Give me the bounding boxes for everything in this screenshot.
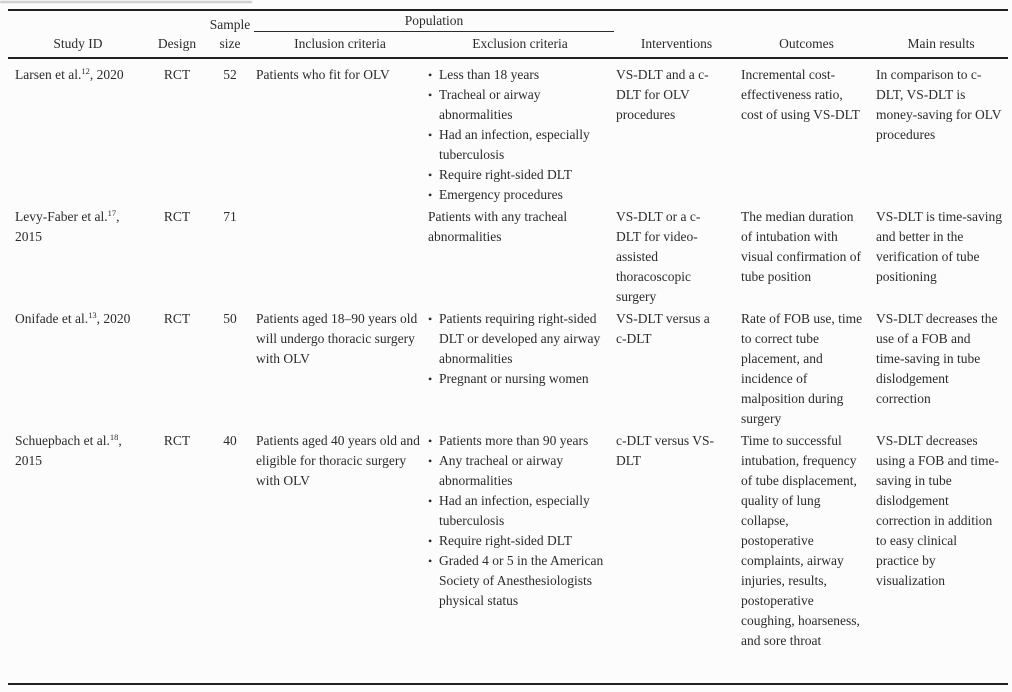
inclusion-criteria-cell: Patients who fit for OLV — [256, 67, 390, 82]
table-row-levy-faber — [8, 205, 1008, 307]
table-header — [8, 11, 1008, 58]
citation-ref: 17 — [107, 208, 117, 218]
study-characteristics-table-container — [8, 9, 1008, 685]
outcomes-cell: Rate of FOB use, time to correct tube placement, and incidence of malposition during surgery — [741, 311, 863, 426]
study-name: Levy-Faber et al. — [15, 209, 108, 224]
exclusion-criteria-list — [428, 65, 604, 205]
main-results-cell: VS-DLT is time-saving and better in the verification of tube positioning — [876, 209, 1003, 284]
cropped-caption-rule — [0, 1, 252, 3]
table-body — [8, 58, 1008, 651]
sample-size-cell: 50 — [223, 311, 237, 326]
citation-ref: 18 — [109, 432, 119, 442]
col-header-design: Design — [157, 36, 197, 51]
bullet-item: • Require right-sided DLT — [428, 531, 604, 551]
outcomes-cell: Time to successful intubation, frequency of tube displacement, quality of lung collapse, postoperative complaints, airway injuries, results, postoperative coughing, hoarseness, and sore throat — [741, 433, 860, 648]
bullet-item: • Patients requiring right-sided DLT or developed any airway abnormalities — [428, 309, 604, 369]
inclusion-criteria-cell: Patients aged 18–90 years old will undergo thoracic surgery with OLV — [256, 311, 418, 366]
study-characteristics-table — [8, 11, 1008, 651]
bullet-item: • Graded 4 or 5 in the American Society of Anesthesiologists physical status — [428, 551, 604, 611]
inclusion-criteria-cell: Patients aged 40 years old and eligible for thoracic surgery with OLV — [256, 433, 420, 488]
exclusion-criteria-list — [428, 431, 604, 611]
study-year: , 2020 — [89, 67, 124, 82]
sample-size-cell: 40 — [223, 433, 237, 448]
study-name: Larsen et al. — [15, 67, 82, 82]
bullet-item: • Pregnant or nursing women — [428, 369, 604, 389]
study-name: Onifade et al. — [15, 311, 89, 326]
study-id-cell — [8, 307, 148, 429]
table-row-larsen — [8, 58, 1008, 205]
outcomes-cell: Incremental cost-effectiveness ratio, cost of using VS-DLT — [741, 67, 860, 122]
interventions-cell: VS-DLT or a c-DLT for video-assisted thoracoscopic surgery — [616, 209, 701, 304]
bullet-item: • Require right-sided DLT — [428, 165, 604, 185]
study-year: , 2020 — [96, 311, 131, 326]
exclusion-criteria-cell — [426, 205, 614, 307]
col-header-study-id: Study ID — [53, 36, 103, 51]
study-year: , 2015 — [15, 209, 120, 244]
bullet-item: • Any tracheal or airway abnormalities — [428, 451, 604, 491]
study-id-cell — [8, 429, 148, 651]
study-id-cell — [8, 58, 148, 205]
bullet-item: • Had an infection, especially tuberculosis — [428, 125, 604, 165]
exclusion-criteria-list — [428, 309, 604, 389]
design-cell: RCT — [163, 209, 191, 224]
main-results-cell: VS-DLT decreases using a FOB and time-saving in tube dislodgement correction in addition to easy clinical practice by visualization — [876, 433, 1000, 588]
col-header-main-results: Main results — [907, 36, 975, 51]
design-cell: RCT — [163, 311, 191, 326]
inclusion-criteria-cell — [254, 205, 426, 307]
outcomes-cell: The median duration of intubation with visual confirmation of tube position — [741, 209, 861, 284]
sample-size-line2: size — [219, 36, 241, 51]
bullet-item: • Tracheal or airway abnormalities — [428, 85, 604, 125]
col-header-interventions: Interventions — [640, 36, 713, 51]
col-header-population: Population — [254, 11, 614, 32]
col-header-inclusion-criteria: Inclusion criteria — [294, 36, 386, 51]
exclusion-criteria-text: Patients with any tracheal abnormalities — [428, 209, 568, 244]
citation-ref: 12 — [81, 66, 90, 76]
interventions-cell: VS-DLT and a c-DLT for OLV procedures — [616, 67, 709, 122]
bullet-item: • Had an infection, especially tuberculosis — [428, 491, 604, 531]
bullet-item: • Patients more than 90 years — [428, 431, 604, 451]
col-header-outcomes: Outcomes — [779, 36, 834, 51]
exclusion-criteria-cell — [426, 307, 614, 429]
design-cell: RCT — [163, 433, 191, 448]
study-year: , 2015 — [15, 433, 122, 468]
interventions-cell: VS-DLT versus a c-DLT — [616, 311, 710, 346]
col-header-sample-size — [206, 11, 254, 58]
table-row-onifade — [8, 307, 1008, 429]
design-cell: RCT — [163, 67, 191, 82]
interventions-cell: c-DLT versus VS-DLT — [616, 433, 715, 468]
main-results-cell: In comparison to c-DLT, VS-DLT is money-saving for OLV procedures — [876, 67, 1002, 142]
citation-ref: 13 — [88, 310, 97, 320]
sample-size-cell: 71 — [223, 209, 237, 224]
bullet-item: • Emergency procedures — [428, 185, 604, 205]
sample-size-cell: 52 — [223, 67, 237, 82]
study-id-cell — [8, 205, 148, 307]
bullet-item: • Less than 18 years — [428, 65, 604, 85]
main-results-cell: VS-DLT decreases the use of a FOB and time-saving in tube dislodgement correction — [876, 311, 998, 406]
table-row-schuepbach — [8, 429, 1008, 651]
exclusion-criteria-cell — [426, 429, 614, 651]
sample-size-line1: Sample — [209, 17, 251, 32]
study-name: Schuepbach et al. — [15, 433, 110, 448]
col-header-exclusion-criteria: Exclusion criteria — [472, 36, 568, 51]
exclusion-criteria-cell — [426, 58, 614, 205]
